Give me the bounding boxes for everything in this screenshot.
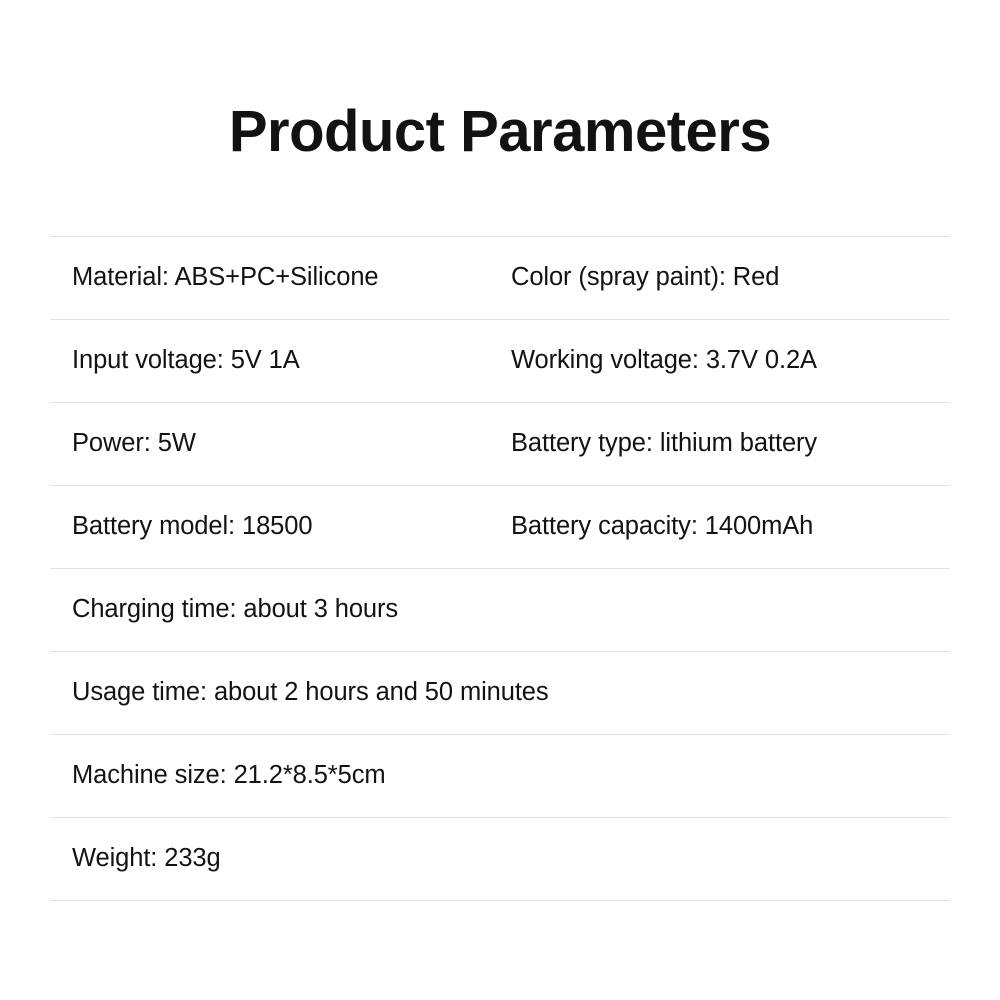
table-row: [50, 319, 950, 402]
spec-battery-type: Battery type: lithium battery: [511, 429, 818, 458]
spec-color: Color (spray paint): Red: [511, 263, 780, 292]
table-row: [50, 485, 950, 568]
table-row: [50, 734, 950, 817]
spec-input-voltage: Input voltage: 5V 1A: [72, 346, 300, 375]
spec-weight: Weight: 233g: [72, 844, 221, 873]
specifications-body: [50, 236, 950, 900]
table-row: [50, 651, 950, 734]
spec-battery-capacity: Battery capacity: 1400mAh: [511, 512, 814, 541]
table-row: [50, 568, 950, 651]
specifications-table: [50, 236, 950, 901]
spec-charging-time: Charging time: about 3 hours: [72, 595, 399, 624]
spec-battery-model: Battery model: 18500: [72, 512, 313, 541]
spec-working-voltage: Working voltage: 3.7V 0.2A: [511, 346, 817, 375]
spec-material: Material: ABS+PC+Silicone: [72, 263, 379, 292]
table-row: [50, 817, 950, 900]
spec-usage-time: Usage time: about 2 hours and 50 minutes: [72, 678, 549, 707]
page-title: Product Parameters: [228, 99, 772, 164]
table-row: [50, 402, 950, 485]
spec-power: Power: 5W: [72, 429, 196, 458]
table-row: [50, 236, 950, 319]
spec-machine-size: Machine size: 21.2*8.5*5cm: [72, 761, 386, 790]
